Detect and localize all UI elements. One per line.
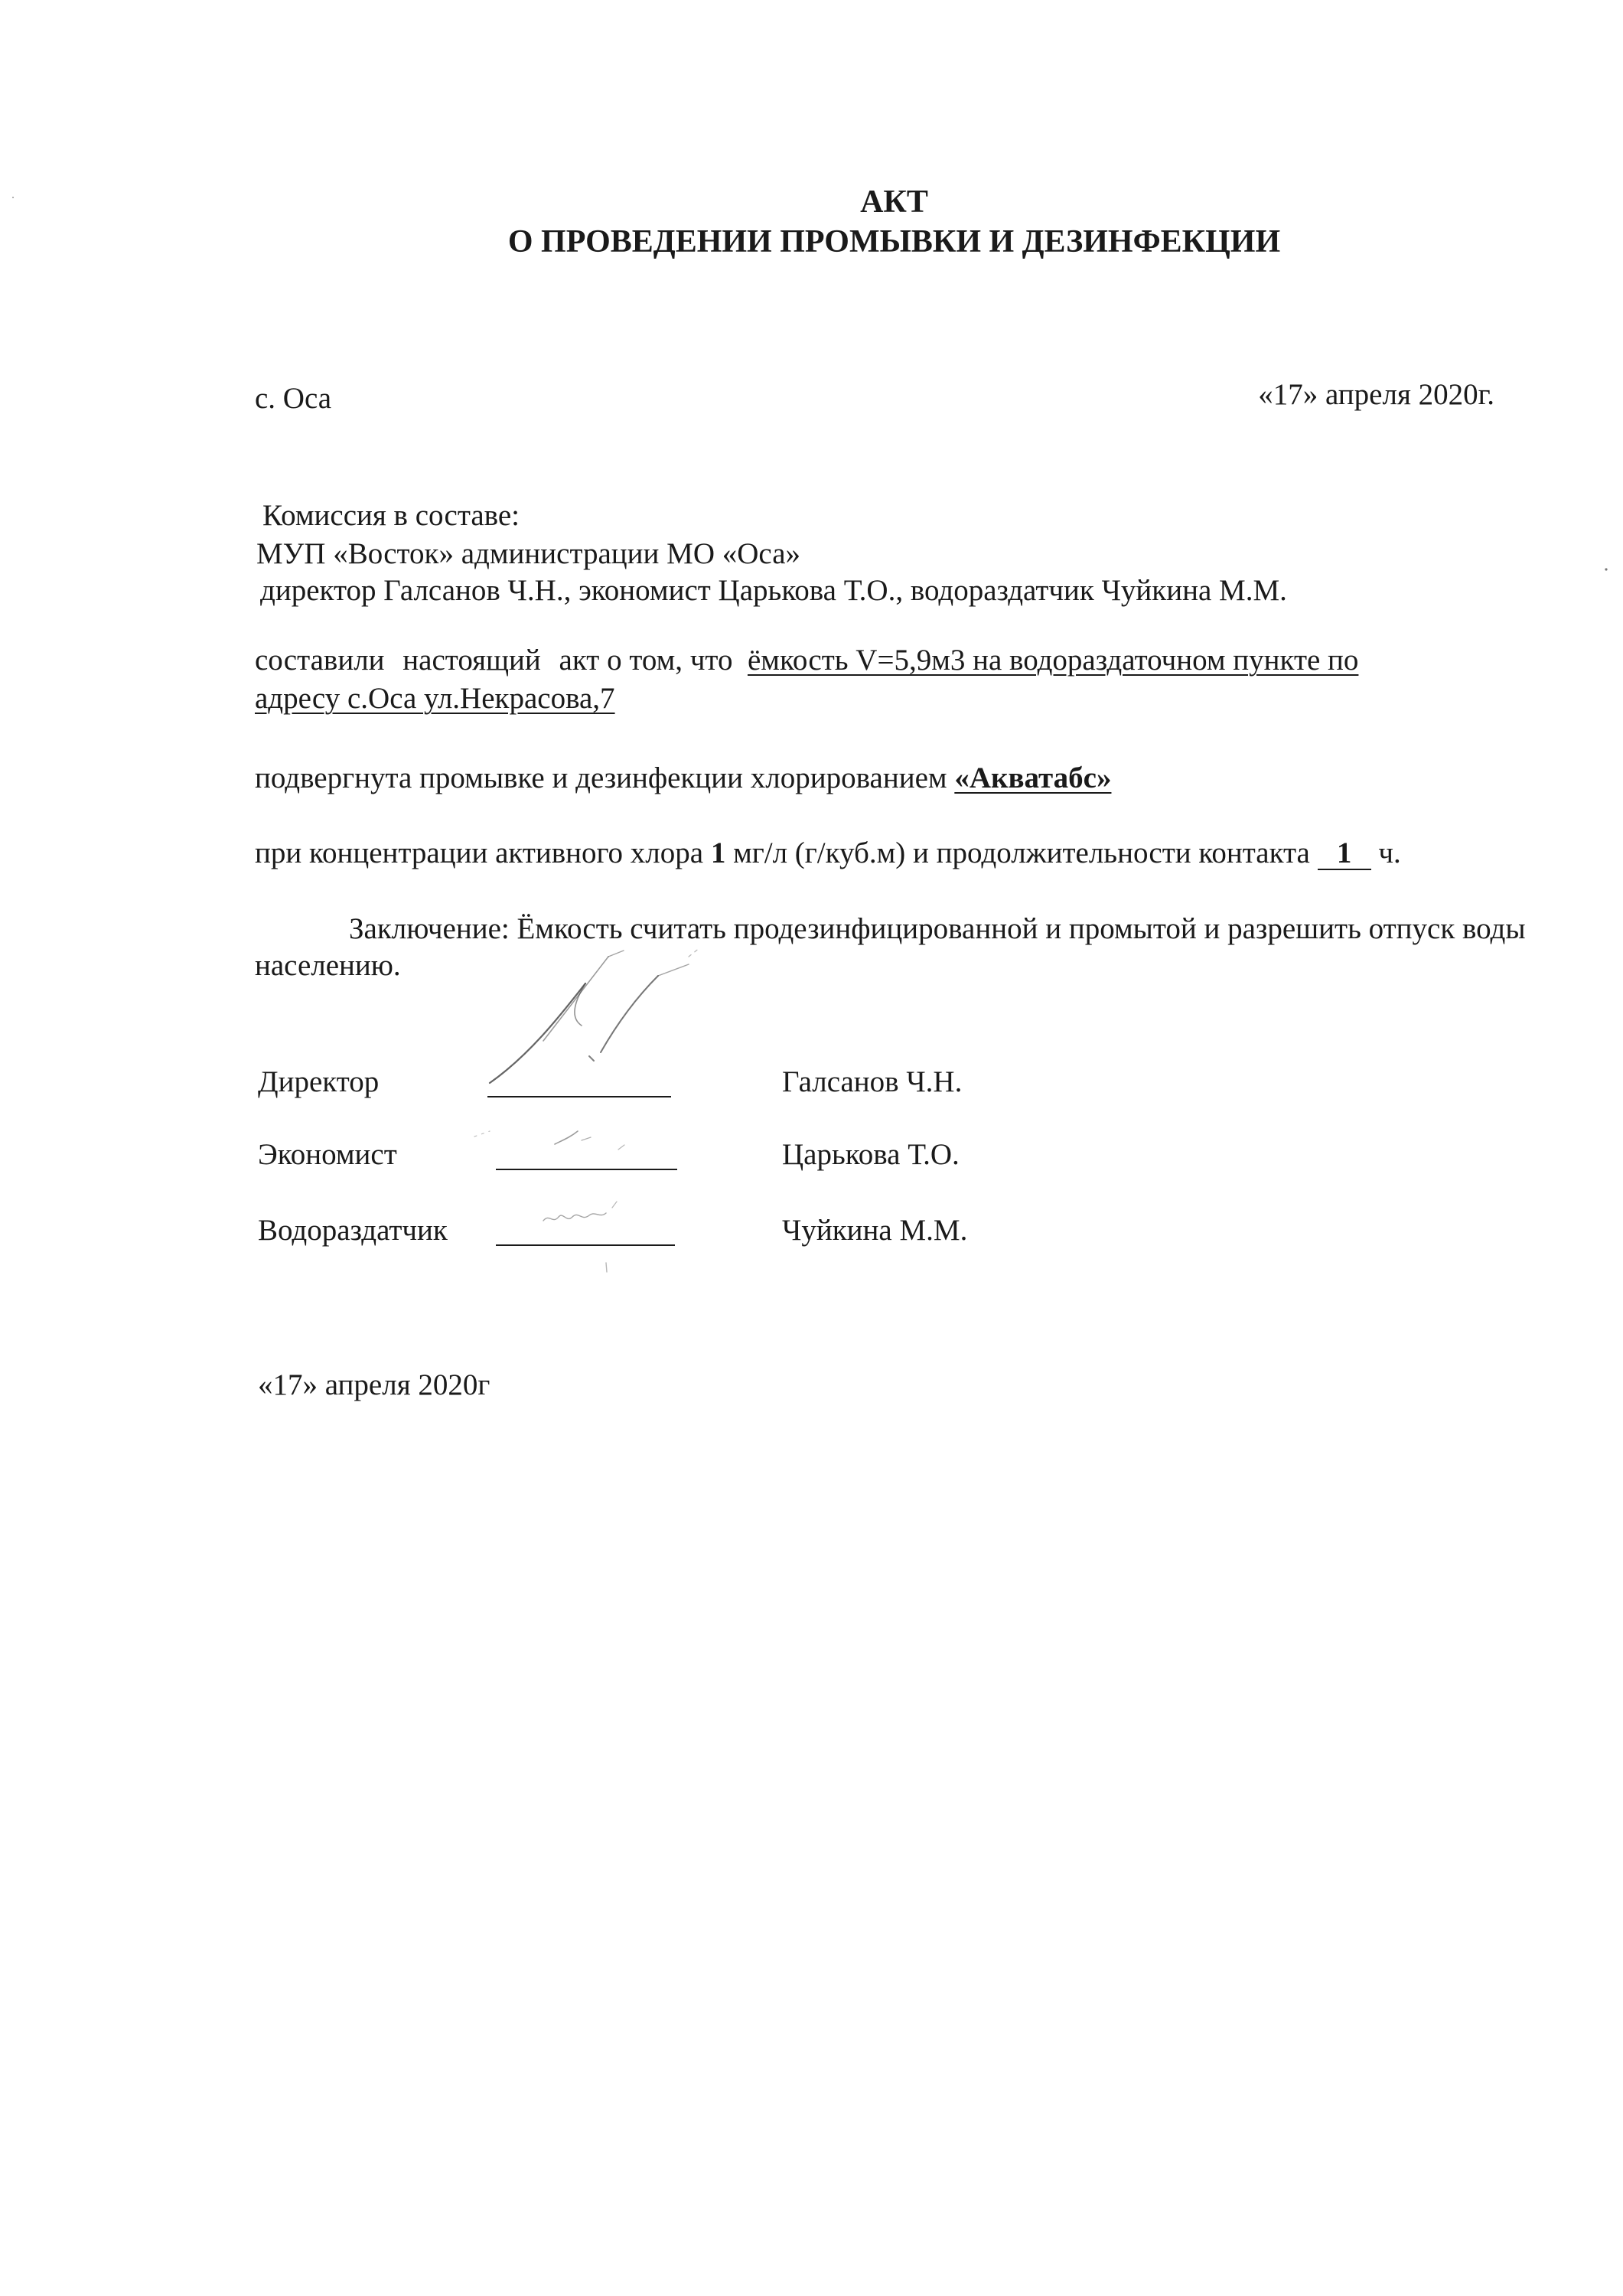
- handwritten-signatures: [429, 911, 826, 1293]
- signature-role: Директор: [258, 1065, 380, 1098]
- signatory-name: Царькова Т.О.: [782, 1138, 960, 1171]
- organization-name: МУП «Восток» администрации МО «Оса»: [256, 537, 801, 570]
- concentration-text-1: при концентрации активного хлора: [255, 837, 711, 869]
- contact-duration-value: 1: [1318, 838, 1371, 870]
- signature-role: Водораздатчик: [258, 1214, 448, 1247]
- document-subtitle: О ПРОВЕДЕНИИ ПРОМЫВКИ И ДЕЗИНФЕКЦИИ: [507, 224, 1281, 259]
- closing-date: «17» апреля 2020г: [258, 1368, 490, 1401]
- disinfection-method: [255, 760, 1111, 797]
- composed-word: о: [607, 644, 622, 677]
- composed-word: настоящий: [402, 644, 541, 677]
- composed-paragraph: [255, 641, 1516, 718]
- document-title: АКТ: [860, 184, 928, 220]
- scan-speck: [11, 195, 15, 200]
- contact-duration-unit: ч.: [1370, 837, 1401, 869]
- composed-word: том,: [629, 644, 683, 677]
- signature-role: Экономист: [258, 1138, 397, 1171]
- chlorine-concentration-value: 1: [710, 837, 726, 869]
- scan-speck: [1603, 566, 1609, 572]
- concentration-text-2: мг/л (г/куб.м) и продолжительности контакта: [725, 837, 1318, 869]
- signatory-name: Чуйкина М.М.: [782, 1214, 968, 1247]
- tank-address: адресу с.Оса ул.Некрасова,7: [255, 682, 615, 715]
- place-of-issue: с. Оса: [255, 382, 332, 415]
- concentration-line: [255, 835, 1401, 872]
- composed-word: акт: [559, 644, 600, 677]
- conclusion-paragraph: Заключение: Ёмкость считать продезинфицированной и промытой и разрешить отпуск воды населению.: [255, 912, 1526, 982]
- composed-word: что: [689, 644, 733, 677]
- tank-description: ёмкость V=5,9м3 на водораздаточном пункте по: [747, 644, 1359, 677]
- method-text: подвергнута промывке и дезинфекции хлорированием: [255, 762, 955, 794]
- issue-date: «17» апреля 2020г.: [1258, 378, 1494, 411]
- commission-members: директор Галсанов Ч.Н., экономист Царькова Т.О., водораздатчик Чуйкина М.М.: [260, 574, 1287, 607]
- composed-word: составили: [255, 644, 385, 677]
- disinfectant-agent: «Акватабс»: [954, 762, 1112, 794]
- commission-label: Комиссия в составе:: [262, 499, 520, 532]
- signatory-name: Галсанов Ч.Н.: [782, 1065, 963, 1098]
